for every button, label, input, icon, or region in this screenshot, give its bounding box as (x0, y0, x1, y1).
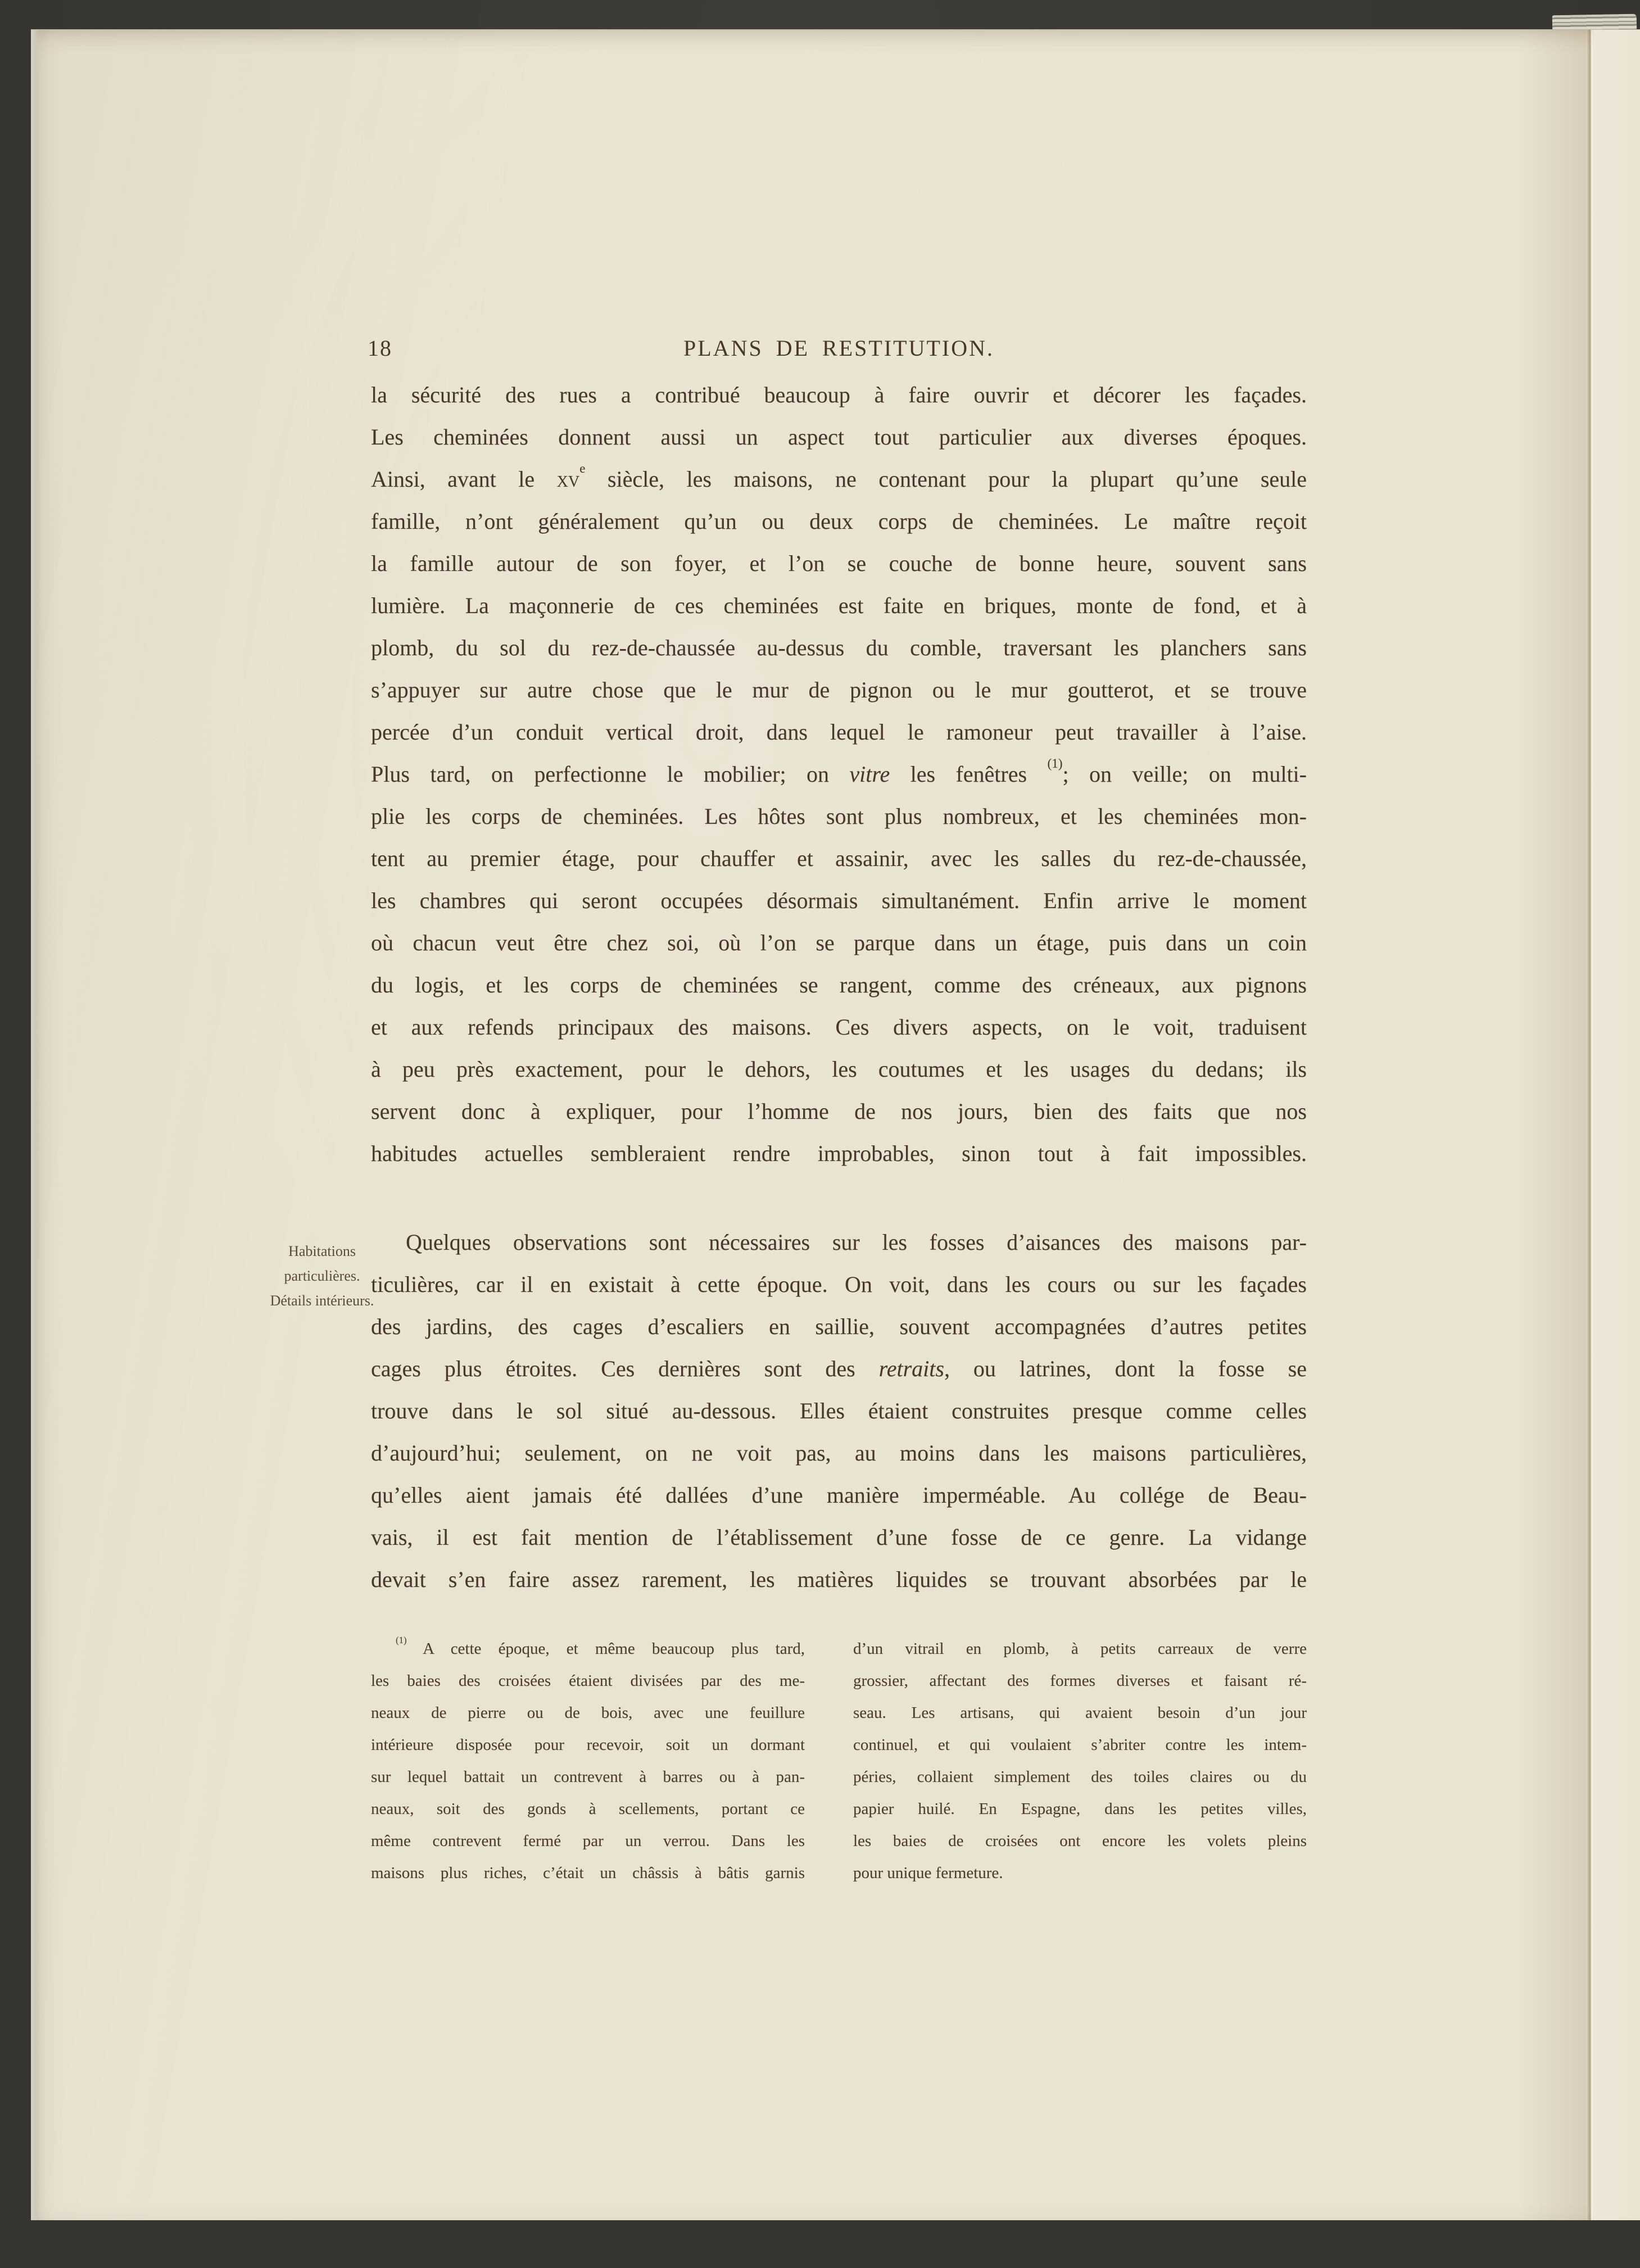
text-line: pour unique fermeture. (853, 1864, 1003, 1882)
footnote-column-left (371, 1633, 805, 1889)
running-header (368, 335, 1307, 369)
text-line: neaux de pierre ou de bois, avec une feuillure (371, 1704, 805, 1722)
text-line: $^{(1)}$ A cette époque, et même beaucoup plus tard, (396, 1635, 805, 1658)
footnote-column-right (853, 1633, 1307, 1889)
text-line: où chacun veut être chez soi, où l’on se parque dans un étage, puis dans un coin (371, 930, 1307, 955)
text-line: intérieure disposée pour recevoir, soit un dormant (371, 1736, 805, 1754)
text-line: et aux refends principaux des maisons. Ces divers aspects, on le voit, traduisent (371, 1014, 1307, 1040)
body-paragraph-2 (371, 1221, 1307, 1600)
running-title: PLANS DE RESTITUTION. (683, 335, 994, 361)
gutter-crease (1586, 30, 1594, 2220)
text-line: Détails intérieurs. (270, 1292, 374, 1309)
text-line: seau. Les artisans, qui avaient besoin d’un jour (853, 1704, 1307, 1722)
text-line: s’appuyer sur autre chose que le mur de pignon ou le mur goutterot, et se trouve (371, 677, 1307, 702)
text-line: la sécurité des rues a contribué beaucoup à faire ouvrir et décorer les façades. (371, 382, 1307, 407)
text-line: sur lequel battait un contrevent à barres ou à pan- (371, 1768, 805, 1786)
page-edge-highlight (31, 30, 40, 2220)
text-line: trouve dans le sol situé au-dessous. Elles étaient construites presque comme celles (371, 1398, 1307, 1423)
text-line: Quelques observations sont nécessaires sur les fosses d’aisances des maisons par- (406, 1230, 1307, 1255)
text-line: maisons plus riches, c’était un châssis à bâtis garnis (371, 1864, 805, 1882)
gutter-shadow (1519, 30, 1586, 2220)
text-line: continuel, et qui voulaient s’abriter contre les intem- (853, 1736, 1307, 1754)
text-line: Habitations (288, 1243, 356, 1259)
text-line: neaux, soit des gonds à scellements, portant ce (371, 1800, 805, 1818)
text-line: d’un vitrail en plomb, à petits carreaux de verre (853, 1640, 1307, 1658)
text-line: servent donc à expliquer, pour l’homme de nos jours, bien des faits que nos (371, 1099, 1307, 1124)
text-line: la famille autour de son foyer, et l’on se couche de bonne heure, souvent sans (371, 551, 1307, 576)
text-line: tent au premier étage, pour chauffer et assainir, avec les salles du rez-de-chaussée, (371, 846, 1307, 871)
text-line: devait s’en faire assez rarement, les matières liquides se trouvant absorbées par le (371, 1567, 1307, 1592)
text-line: ticulières, car il en existait à cette époque. On voit, dans les cours ou sur les façades (371, 1272, 1307, 1297)
text-line: grossier, affectant des formes diverses et faisant ré- (853, 1672, 1307, 1690)
text-line: d’aujourd’hui; seulement, on ne voit pas, au moins dans les maisons particulières, (371, 1440, 1307, 1466)
text-line: Plus tard, on perfectionne le mobilier; on vitre les fenêtres $^{(1)}$; on veille; on multi- (371, 756, 1307, 787)
text-line: habitudes actuelles sembleraient rendre improbables, sinon tout à fait impossibles. (371, 1141, 1307, 1166)
book-page (31, 29, 1640, 2220)
text-line: même contrevent fermé par un verrou. Dans les (371, 1832, 805, 1850)
text-line: plomb, du sol du rez-de-chaussée au-dessus du comble, traversant les planchers sans (371, 635, 1307, 660)
body-paragraph-1 (371, 374, 1307, 1174)
text-line: particulières. (284, 1268, 360, 1284)
text-line: cages plus étroites. Ces dernières sont des retraits, ou latrines, dont la fosse se (371, 1356, 1307, 1381)
text-line: famille, n’ont généralement qu’un ou deux corps de cheminées. Le maître reçoit (371, 509, 1307, 534)
text-line: à peu près exactement, pour le dehors, les coutumes et les usages du dedans; ils (371, 1056, 1307, 1082)
text-line: du logis, et les corps de cheminées se rangent, comme des créneaux, aux pignons (371, 972, 1307, 997)
text-line: papier huilé. En Espagne, dans les petites villes, (853, 1800, 1307, 1818)
text-line: percée d’un conduit vertical droit, dans lequel le ramoneur peut travailler à l’aise. (371, 719, 1307, 745)
text-line: Ainsi, avant le $xv^e$ siècle, les maisons, ne contenant pour la plupart qu’une seule (371, 461, 1307, 492)
text-line: plie les corps de cheminées. Les hôtes sont plus nombreux, et les cheminées mon- (371, 804, 1307, 829)
text-line: qu’elles aient jamais été dallées d’une manière imperméable. Au collége de Beau- (371, 1482, 1307, 1508)
text-line: les chambres qui seront occupées désormais simultanément. Enfin arrive le moment (371, 888, 1307, 913)
page-number: 18 (368, 335, 392, 361)
text-line: les baies des croisées étaient divisées par des me- (371, 1672, 805, 1690)
text-line: lumière. La maçonnerie de ces cheminées est faite en briques, monte de fond, et à (371, 593, 1307, 618)
text-line: péries, collaient simplement des toiles claires ou du (853, 1768, 1307, 1786)
text-line: Les cheminées donnent aussi un aspect tout particulier aux diverses époques. (371, 424, 1307, 450)
text-line: des jardins, des cages d’escaliers en saillie, souvent accompagnées d’autres petites (371, 1314, 1307, 1339)
adjacent-page-sliver (1593, 30, 1640, 2220)
text-line: vais, il est fait mention de l’établissement d’une fosse de ce genre. La vidange (371, 1525, 1307, 1550)
text-line: les baies de croisées ont encore les volets pleins (853, 1832, 1307, 1850)
